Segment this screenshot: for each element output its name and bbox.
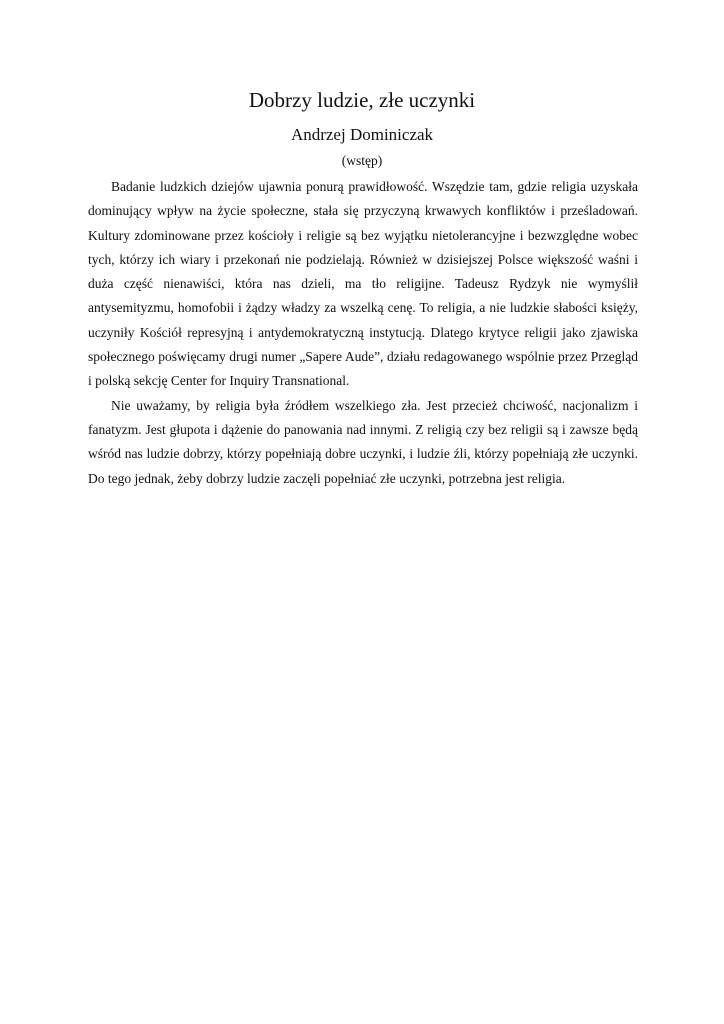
paragraph: Nie uważamy, by religia była źródłem wszelkiego zła. Jest przecież chciwość, nacjonalizm i fanatyzm. Jest głupota i dążenie do panowania nad innymi. Z religią czy bez religii są i zawsze będą wśród nas ludzie dobrzy, którzy popełniają dobre uczynki, i ludzie źli, którzy popełniają złe uczynki. Do tego jednak, żeby dobrzy ludzie zaczęli popełniać złe uczynki, potrzebna jest religia. (88, 397, 638, 486)
document-body (88, 175, 638, 491)
document-subtitle: (wstęp) (341, 153, 383, 168)
document-title: Dobrzy ludzie, złe uczynki (248, 88, 476, 112)
paragraph: Badanie ludzkich dziejów ujawnia ponurą prawidłowość. Wszędzie tam, gdzie religia uzyskała dominujący wpływ na życie społeczne, stała się przyczyną krwawych konfliktów i prześladowań. Kultury zdominowane przez kościoły i religie są bez wyjątku nietolerancyjne i bezwzględne wobec tych, którzy ich wiary i przekonań nie podzielają. Również w dzisiejszej Polsce większość waśni i duża część nienawiści, która nas dzieli, ma tło religijne. Tadeusz Rydzyk nie wymyślił antysemityzmu, homofobii i żądzy władzy za wszelką cenę. To religia, a nie ludzkie słabości księży, uczyniły Kościół represyjną i antydemokratyczną instytucją. Dlatego krytyce religii jako zjawiska społecznego poświęcamy drugi numer „Sapere Aude”, działu redagowanego wspólnie przez Przegląd i polską sekcję Center for Inquiry Transnational. (88, 179, 638, 389)
document-author: Andrzej Dominiczak (290, 125, 434, 144)
